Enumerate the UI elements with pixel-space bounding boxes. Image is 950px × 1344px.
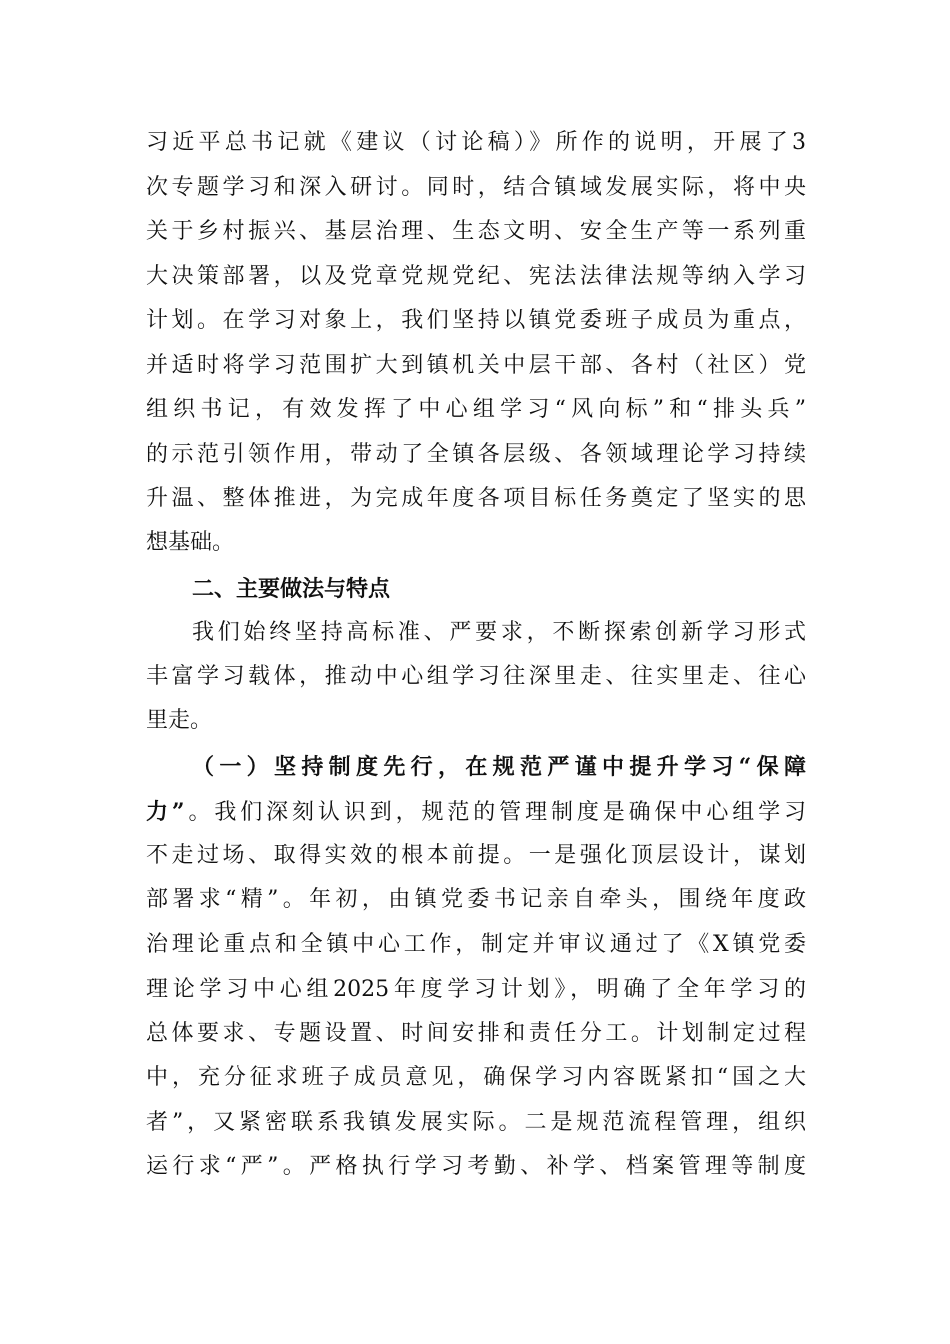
bold-text: 二、主要做法与特点: [192, 576, 391, 602]
text-segment: 并适时将学习范围扩大到镇机关中层干部、各村（社区）党: [146, 353, 806, 378]
text-segment: 不走过场、取得实效的根本前提。一是强化顶层设计，谋划: [146, 843, 806, 868]
text-segment: 治理论重点和全镇中心工作，制定并审议通过了《X镇党委: [146, 932, 806, 957]
text-segment: 里走。: [146, 708, 213, 733]
text-line: [146, 351, 806, 381]
text-line: [146, 528, 806, 558]
text-segment: 理论学习中心组2025年度学习计划》，明确了全年学习的: [146, 977, 806, 1002]
text-segment: 运行求“严”。严格执行学习考勤、补学、档案管理等制度: [146, 1154, 806, 1179]
text-line: [146, 440, 806, 470]
text-segment: 习近平总书记就《建议（讨论稿）》所作的说明，开展了3: [146, 130, 806, 155]
text-segment: 大决策部署，以及党章党规党纪、宪法法律法规等纳入学习: [146, 264, 806, 289]
text-line: [146, 1063, 806, 1093]
text-line: [146, 395, 806, 425]
text-line: [146, 662, 806, 692]
text-segment: 部署求“精”。年初，由镇党委书记亲自牵头，围绕年度政: [146, 887, 806, 912]
text-line: [146, 1108, 806, 1138]
text-segment: 我们始终坚持高标准、严要求，不断探索创新学习形式: [192, 620, 806, 645]
text-line: [146, 1019, 806, 1049]
text-line: [146, 841, 806, 871]
text-segment: 总体要求、专题设置、时间安排和责任分工。计划制定过程: [146, 1021, 806, 1046]
bold-text: 力”: [146, 799, 185, 825]
text-segment: 关于乡村振兴、基层治理、生态文明、安全生产等一系列重: [146, 219, 806, 244]
text-line: [146, 306, 806, 336]
text-segment: 者”，又紧密联系我镇发展实际。二是规范流程管理，组织: [146, 1110, 806, 1135]
text-segment: 升温、整体推进，为完成年度各项目标任务奠定了坚实的思: [146, 486, 806, 511]
text-segment: 。我们深刻认识到，规范的管理制度是确保中心组学习: [184, 800, 806, 825]
text-segment: 中，充分征求班子成员意见，确保学习内容既紧扣“国之大: [146, 1065, 806, 1090]
text-segment: 想基础。: [146, 530, 235, 555]
text-line: [146, 128, 806, 158]
text-line: [192, 618, 806, 648]
text-segment: 组织书记，有效发挥了中心组学习“风向标”和“排头兵”: [146, 397, 806, 422]
text-line: [146, 173, 806, 203]
text-segment: 次专题学习和深入研讨。同时，结合镇域发展实际，将中央: [146, 175, 806, 200]
text-line: [146, 885, 806, 915]
bold-text: （一）坚持制度先行，在规范严谨中提升学习“保障: [192, 754, 806, 780]
text-line: [192, 752, 806, 782]
section-heading: [192, 574, 806, 604]
text-segment: 丰富学习载体，推动中心组学习往深里走、往实里走、往心: [146, 664, 806, 689]
text-segment: 计划。在学习对象上，我们坚持以镇党委班子成员为重点，: [146, 308, 806, 333]
text-line: [146, 1152, 806, 1182]
text-line: [146, 930, 806, 960]
text-line: [146, 975, 806, 1005]
text-line: [146, 262, 806, 292]
text-line: [146, 797, 806, 827]
text-line: [146, 484, 806, 514]
text-line: [146, 217, 806, 247]
text-line: [146, 706, 806, 736]
text-segment: 的示范引领作用，带动了全镇各层级、各领域理论学习持续: [146, 442, 806, 467]
